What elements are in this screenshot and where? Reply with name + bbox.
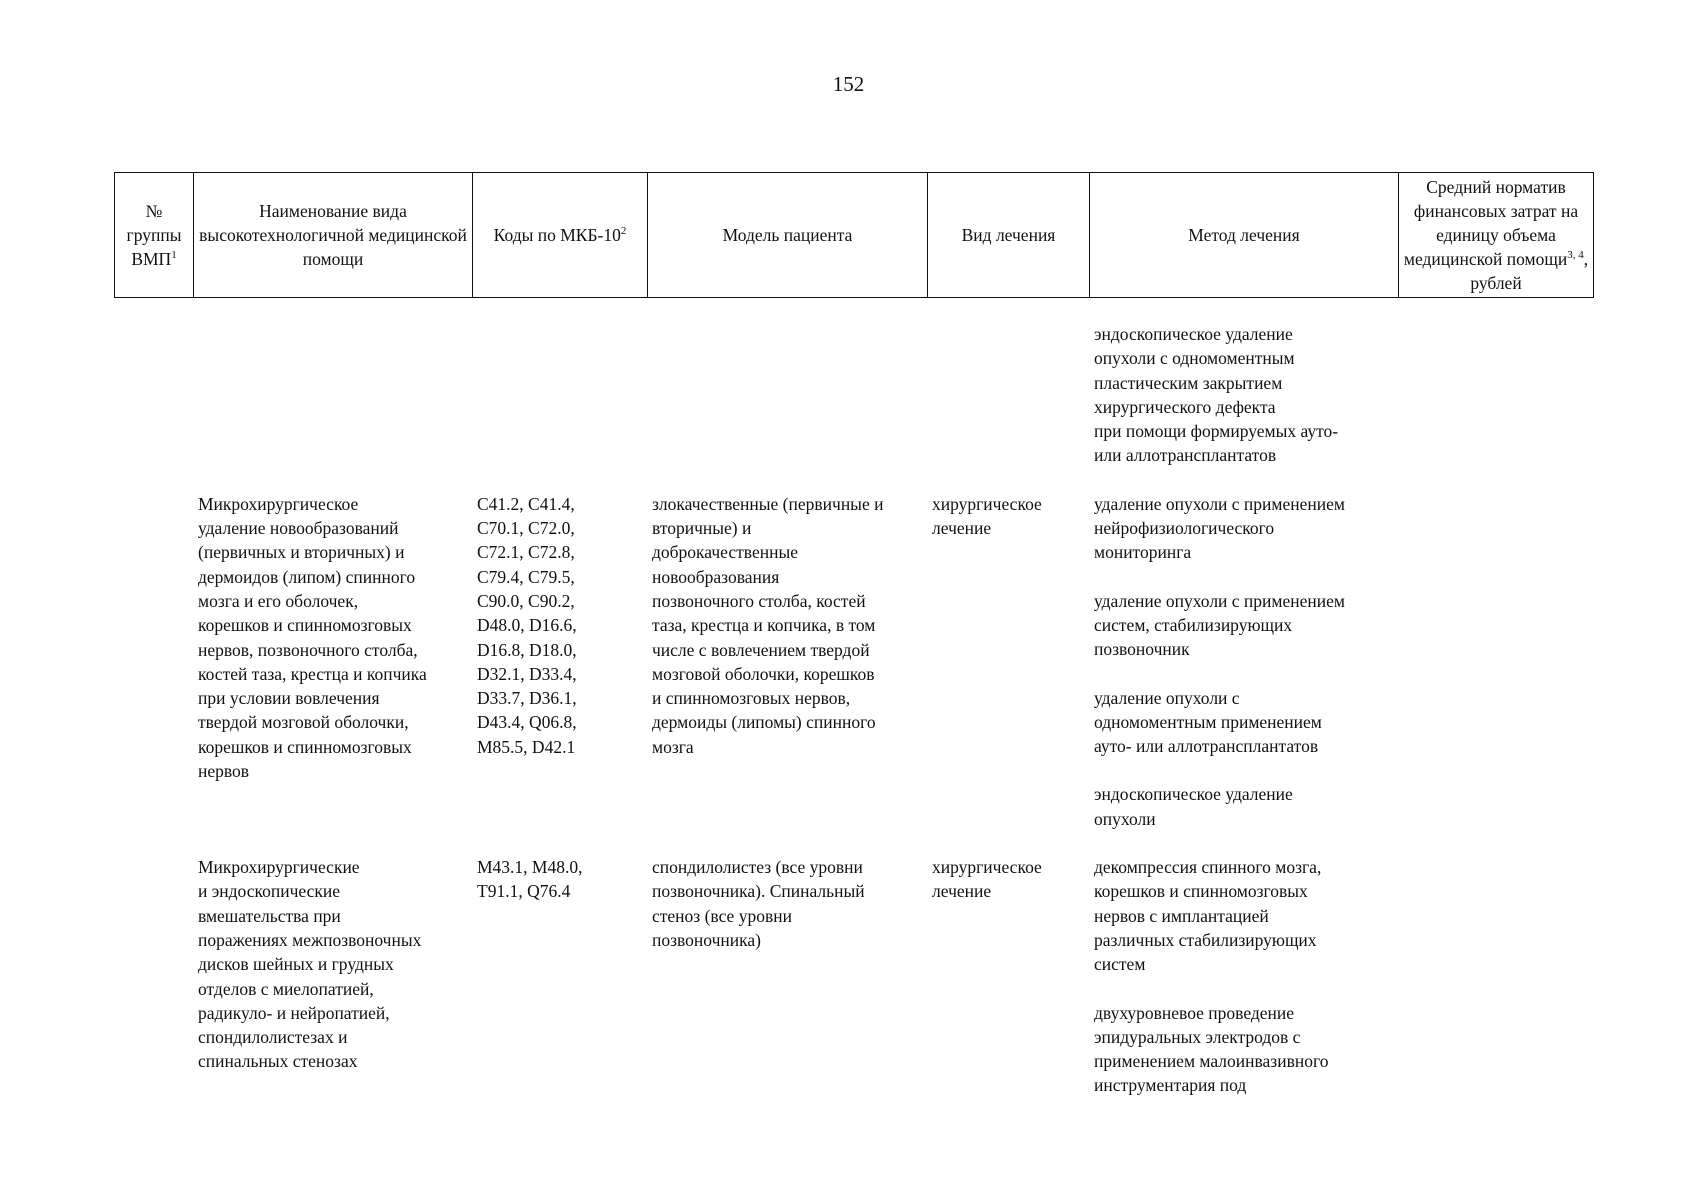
method-item: двухуровневое проведение эпидуральных электродов с применением малоинвазивного инструментария под [1094, 1002, 1329, 1096]
care-type-name: Микрохирургические и эндоскопические вмешательства при поражениях межпозвоночных дисков шейных и грудных отделов с миелопатией, радикуло- и нейропатией, спондилолистезах и спинальных стенозах [198, 857, 422, 1072]
header-icd-codes: Коды по МКБ-$10^2$ [473, 173, 648, 298]
table-row [114, 492, 1593, 831]
treatment-type: хирургическое лечение [932, 493, 1042, 539]
method-item: удаление опухоли с применением нейрофизиологического мониторинга [1094, 493, 1345, 563]
header-average-cost: Средний норматив финансовых затрат на единицу объема медицинской помощи$^{3, 4}$, рублей [1399, 173, 1594, 298]
method-item: эндоскопическое удаление опухоли [1094, 784, 1293, 829]
care-type-name: Микрохирургическое удаление новообразований (первичных и вторичных) и дермоидов (липом) спинного мозга и его оболочек, корешков и спинномозговых нервов, позвоночного столба, костей таза, крестца и копчика при условии вовлечения твердой мозговой оболочки, корешков и спинномозговых нервов [198, 493, 427, 782]
table-row [114, 322, 1593, 468]
header-patient-model: Модель пациента [648, 173, 928, 298]
icd-codes: C41.2, C41.4, C70.1, C72.0, C72.1, C72.8, C79.4, C79.5, C90.0, C90.2, D48.0, D16.6, D16.8, D18.0, D32.1, D33.4, D33.7, D36.1, D43.4, Q06.8, M85.5, D42.1 [477, 493, 577, 757]
header-treatment-type: Вид лечения [928, 173, 1090, 298]
header-group-number: № группы ВМП$^1$ [115, 173, 194, 298]
header-care-type: Наименование вида высокотехнологичной медицинской помощи [194, 173, 473, 298]
method-item: удаление опухоли с применением систем, стабилизирующих позвоночник [1094, 590, 1345, 660]
header-treatment-method: Метод лечения [1090, 173, 1399, 298]
table-row [114, 855, 1593, 1098]
document-table [114, 172, 1593, 1098]
patient-model: спондилолистез (все уровни позвоночника). Спинальный стеноз (все уровни позвоночника) [652, 857, 865, 950]
page-number: 152 [832, 72, 865, 96]
method-item: декомпрессия спинного мозга, корешков и спинномозговых нервов с имплантацией различных стабилизирующих систем [1094, 857, 1322, 975]
table-body [114, 322, 1593, 1098]
treatment-type: хирургическое лечение [932, 857, 1042, 902]
patient-model: злокачественные (первичные и вторичные) и доброкачественные новообразования позвоночного столба, костей таза, крестца и копчика, в том числе с вовлечением твердой мозговой оболочки, корешков и спинномозговых нервов, дермоиды (липомы) спинного мозга [652, 493, 884, 757]
table-header [114, 172, 1594, 298]
method-item: эндоскопическое удаление опухоли с одномоментным пластическим закрытием хирургического дефекта при помощи формируемых ауто- или аллотрансплантатов [1094, 324, 1339, 466]
method-item: удаление опухоли с одномоментным применением ауто- или аллотрансплантатов [1094, 687, 1322, 757]
icd-codes: M43.1, M48.0, T91.1, Q76.4 [477, 857, 583, 902]
